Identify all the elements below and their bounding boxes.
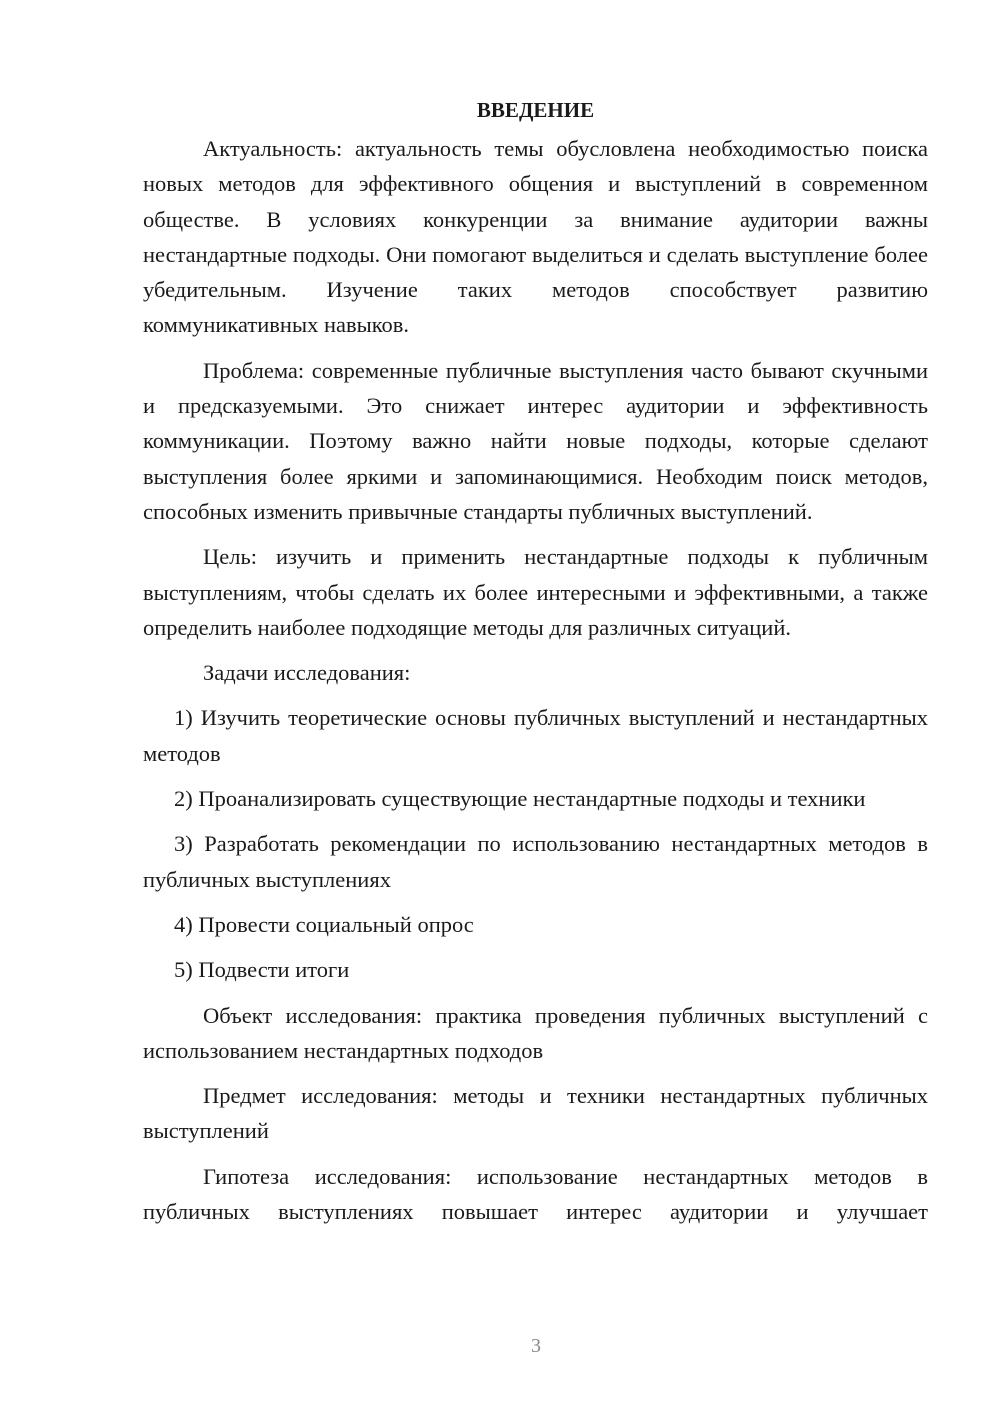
paragraph-tasks-heading: Задачи исследования: (203, 660, 411, 686)
document-page (143, 95, 928, 1239)
task-list-item: 5) Подвести итоги (174, 957, 350, 983)
paragraph-relevance: Актуальность: актуальность темы обусловлена необходимостью поиска новых методов для эффективного общения и выступлений в современном обществе. В условиях конкуренции за внимание аудитории важны нестандартные подходы. Они помогают выделиться и сделать выступление более убедительным. Изучение таких методов способствует развитию коммуникативных навыков. (143, 136, 928, 338)
task-list-item: 4) Провести социальный опрос (174, 911, 474, 937)
paragraph-object: Объект исследования: практика проведения публичных выступлений с использованием нестандартных подходов (143, 1002, 928, 1063)
task-list-item: 2) Проанализировать существующие нестандартные подходы и техники (174, 786, 866, 812)
paragraph-hypothesis: Гипотеза исследования: использование нестандартных методов в публичных выступлениях повышает интерес аудитории и улучшает (143, 1163, 928, 1225)
task-list-item: 1) Изучить теоретические основы публичных выступлений и нестандартных методов (143, 705, 928, 766)
page-title: ВВЕДЕНИЕ (476, 98, 595, 122)
paragraph-subject: Предмет исследования: методы и техники нестандартных публичных выступлений (143, 1083, 928, 1144)
task-list-item: 3) Разработать рекомендации по использованию нестандартных методов в публичных выступлениях (143, 831, 928, 892)
paragraph-goal: Цель: изучить и применить нестандартные подходы к публичным выступлениям, чтобы сделать их более интересными и эффективными, а также определить наиболее подходящие методы для различных ситуаций. (143, 544, 928, 640)
page-number: 3 (531, 1335, 541, 1357)
paragraph-problem: Проблема: современные публичные выступления часто бывают скучными и предсказуемыми. Это снижает интерес аудитории и эффективность коммуникации. Поэтому важно найти новые подходы, которые сделают выступления более яркими и запоминающимися. Необходим поиск методов, способных изменить привычные стандарты публичных выступлений. (143, 357, 928, 524)
